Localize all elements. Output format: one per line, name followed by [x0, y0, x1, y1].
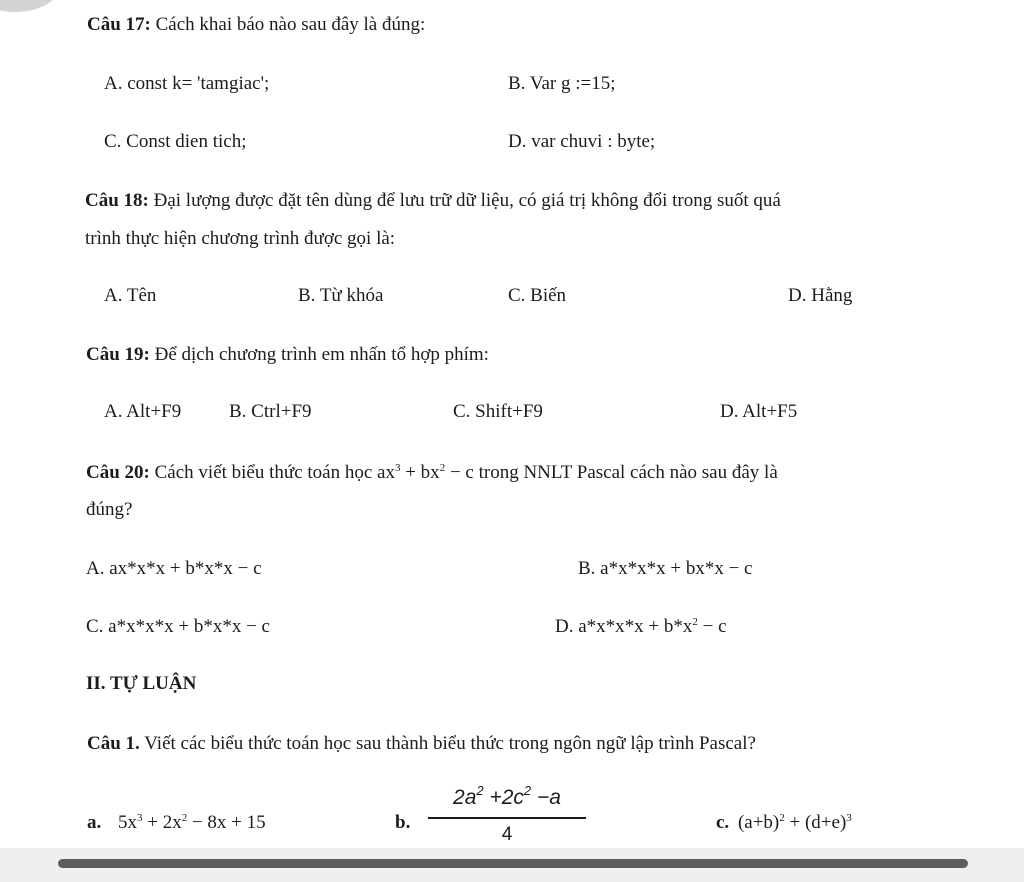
essay1-b-fraction [428, 783, 586, 850]
essay1-a-p2: + 2x [142, 812, 182, 833]
q20-option-d-main: D. a*x*x*x + b*x [555, 616, 693, 637]
q20-option-c: C. a*x*x*x + b*x*x − c [86, 616, 270, 637]
essay1-label: Câu 1. [87, 733, 140, 754]
q19-label: Câu 19: [86, 344, 150, 365]
q17-option-a: A. const k= 'tamgiac'; [104, 73, 270, 94]
q20-math-exp3: 3 [394, 462, 401, 474]
q18-stem-line1 [85, 190, 781, 212]
essay1-c-e2: 3 [846, 812, 852, 824]
essay1-a-label: a. [87, 812, 102, 833]
q20-text-post: trong NNLT Pascal cách nào sau đây là [473, 462, 778, 483]
essay1-item-c [716, 812, 852, 836]
essay1-c-e1: 2 [779, 812, 785, 824]
fraction-denominator: 4 [501, 824, 513, 845]
essay1-item-a [87, 812, 266, 836]
fraction-numerator [428, 783, 586, 810]
essay1-b-label: b. [395, 812, 411, 833]
q19-stem [86, 344, 489, 366]
b-num2: +2c [483, 786, 524, 809]
essay1-a-p1: 5x [118, 812, 137, 833]
q18-label: Câu 18: [85, 190, 149, 211]
q20-option-a: A. ax*x*x + b*x*x − c [86, 558, 262, 579]
essay1-text: Viết các biểu thức toán học sau thành biểu thức trong ngôn ngữ lập trình Pascal? [139, 733, 756, 754]
b-num3: −a [531, 786, 561, 809]
q17-text: Cách khai báo nào sau đây là đúng: [150, 14, 426, 35]
q17-stem [87, 14, 425, 36]
essay1-c-p2: + (d+e) [784, 812, 847, 833]
q20-math-c: − c [445, 462, 474, 483]
essay1-c-p1: (a+b) [737, 812, 780, 833]
horizontal-scrollbar-thumb[interactable] [58, 859, 968, 868]
q19-option-d: D. Alt+F5 [720, 401, 798, 422]
q20-option-d [555, 616, 727, 640]
b-e1: 2 [476, 783, 484, 798]
q17-option-d: D. var chuvi : byte; [508, 131, 656, 152]
q20-math-bx: + bx [400, 462, 440, 483]
q18-text: Đại lượng được đặt tên dùng để lưu trữ dữ liệu, có giá trị không đổi trong suốt quá [148, 190, 781, 211]
essay1-stem [87, 733, 756, 755]
essay1-a-e1: 3 [137, 812, 143, 824]
q17-option-c: C. Const dien tich; [104, 131, 247, 152]
q17-label: Câu 17: [87, 14, 151, 35]
b-num1: 2a [453, 786, 477, 809]
q19-option-b: B. Ctrl+F9 [229, 401, 312, 422]
q20-option-d-exp: 2 [692, 616, 698, 628]
q19-option-a: A. Alt+F9 [104, 401, 182, 422]
q19-option-c: C. Shift+F9 [453, 401, 543, 422]
essay1-c-label: c. [716, 812, 730, 833]
q20-option-d-tail: − c [697, 616, 727, 637]
q17-option-b: B. Var g :=15; [508, 73, 616, 94]
section-heading: II. TỰ LUẬN [86, 673, 197, 694]
q18-option-d: D. Hằng [788, 285, 853, 306]
q18-stem-line2: trình thực hiện chương trình được gọi là: [85, 228, 396, 249]
page-corner-shadow [0, 0, 60, 12]
q20-option-b: B. a*x*x*x + bx*x − c [578, 558, 753, 579]
q18-option-b: B. Từ khóa [298, 285, 384, 306]
essay1-a-p3: − 8x + 15 [187, 812, 266, 833]
q20-text-pre: Cách viết biểu thức toán học [149, 462, 378, 483]
q19-text: Để dịch chương trình em nhấn tổ hợp phím: [149, 344, 489, 365]
q18-option-c: C. Biến [508, 285, 567, 306]
q20-math-exp2: 2 [439, 462, 446, 474]
fraction-bar [428, 817, 586, 819]
q20-math-ax: ax [377, 462, 395, 483]
q20-label: Câu 20: [86, 462, 150, 483]
q18-option-a: A. Tên [104, 285, 157, 306]
essay1-a-e2: 2 [181, 812, 188, 824]
b-e2: 2 [523, 783, 532, 798]
q20-stem-line2: đúng? [86, 499, 133, 520]
q20-stem-line1 [86, 462, 778, 486]
